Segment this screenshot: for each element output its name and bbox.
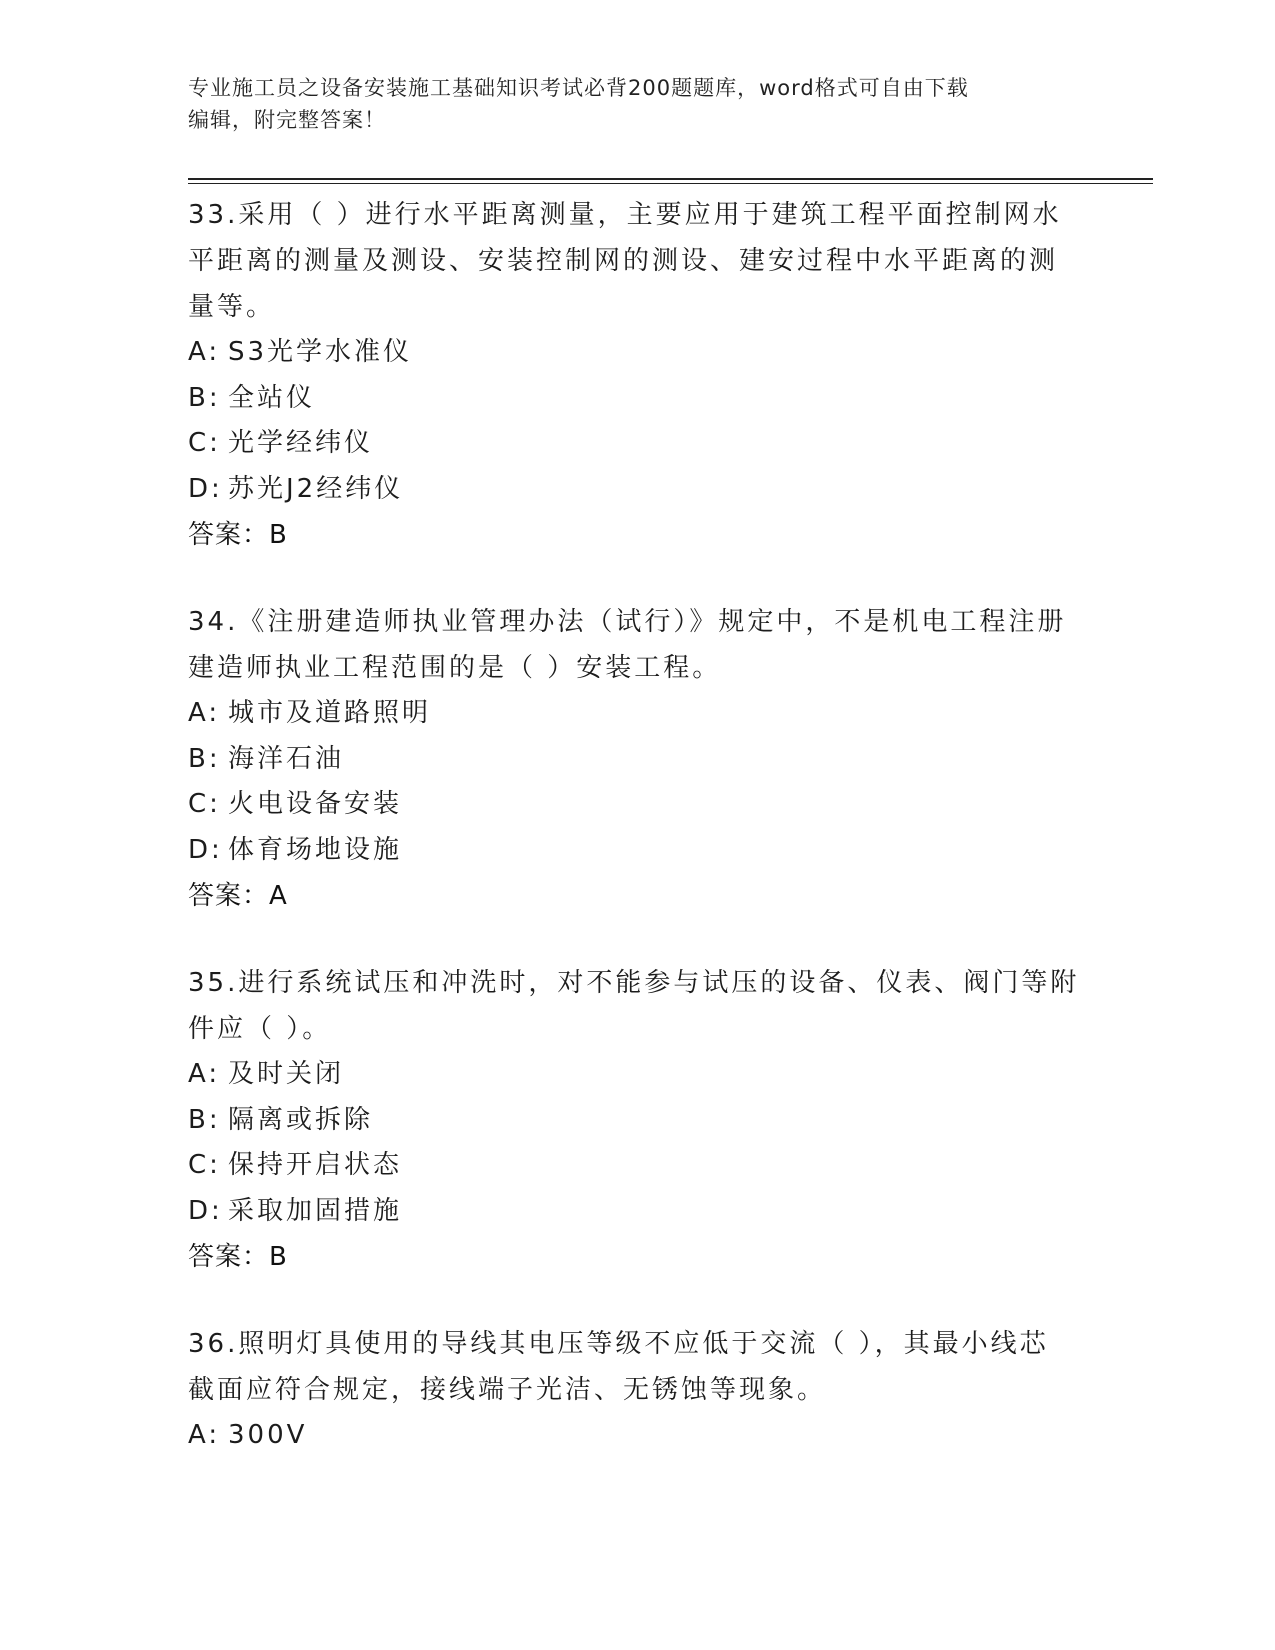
option-label: B:	[188, 382, 221, 413]
option-label: A:	[188, 1420, 221, 1450]
option-text: 海洋石油	[228, 743, 345, 774]
option-text: 火电设备安装	[228, 789, 403, 819]
option-text: 城市及道路照明	[228, 698, 432, 728]
header-rule-thick	[188, 178, 1153, 180]
option-label: B:	[188, 1104, 221, 1135]
question-text-line: 量等。	[188, 292, 276, 322]
option-a	[188, 691, 1088, 737]
question-35	[188, 960, 1088, 1280]
option-label: D:	[188, 473, 223, 504]
option-a	[188, 1052, 1088, 1098]
option-d	[188, 467, 1088, 513]
option-label: C:	[188, 428, 221, 458]
option-text: 光学经纬仪	[228, 428, 374, 458]
option-label: A:	[188, 1059, 221, 1089]
option-text: 体育场地设施	[228, 834, 403, 865]
header-line-1: 专业施工员之设备安装施工基础知识考试必背200题题库，word格式可自由下载	[188, 76, 969, 100]
option-label: C:	[188, 1150, 221, 1180]
question-text-line: 截面应符合规定，接线端子光洁、无锈蚀等现象。	[188, 1375, 827, 1405]
option-a	[188, 330, 1088, 376]
option-c	[188, 421, 1088, 467]
option-text: S3光学水准仪	[228, 337, 413, 367]
option-d	[188, 1189, 1088, 1235]
question-text-line: 件应（ ）。	[188, 1014, 332, 1044]
option-text: 及时关闭	[228, 1059, 345, 1089]
answer-line: 答案：B	[188, 1242, 288, 1272]
option-text: 隔离或拆除	[228, 1104, 374, 1135]
option-b	[188, 737, 1088, 783]
question-text-line: 平距离的测量及测设、安装控制网的测设、建安过程中水平距离的测	[188, 246, 1059, 276]
question-text-line: 35.进行系统试压和冲洗时，对不能参与试压的设备、仪表、阀门等附	[188, 968, 1080, 998]
question-list	[188, 192, 1088, 1500]
option-text: 300V	[228, 1420, 308, 1450]
option-c	[188, 782, 1088, 828]
option-label: C:	[188, 789, 221, 819]
option-a	[188, 1413, 1088, 1459]
answer-line: 答案：A	[188, 881, 288, 911]
option-c	[188, 1143, 1088, 1189]
question-text-line: 36.照明灯具使用的导线其电压等级不应低于交流（ ），其最小线芯	[188, 1329, 1049, 1359]
option-label: D:	[188, 1195, 223, 1226]
option-text: 采取加固措施	[228, 1195, 403, 1226]
header-line-2: 编辑，附完整答案！	[188, 108, 386, 132]
document-header	[188, 72, 1068, 136]
option-label: D:	[188, 834, 223, 865]
option-b	[188, 376, 1088, 422]
option-label: B:	[188, 743, 221, 774]
option-d	[188, 828, 1088, 874]
option-text: 保持开启状态	[228, 1150, 403, 1180]
question-text-line: 34.《注册建造师执业管理办法（试行）》规定中，不是机电工程注册	[188, 607, 1067, 637]
option-label: A:	[188, 698, 221, 728]
option-label: A:	[188, 337, 221, 367]
question-text-line: 33.采用（ ）进行水平距离测量，主要应用于建筑工程平面控制网水	[188, 200, 1062, 230]
question-33	[188, 192, 1088, 558]
header-rule-thin	[188, 183, 1153, 184]
question-text-line: 建造师执业工程范围的是（ ）安装工程。	[188, 653, 722, 683]
question-34	[188, 599, 1088, 919]
option-b	[188, 1098, 1088, 1144]
question-36	[188, 1321, 1088, 1459]
answer-line: 答案：B	[188, 520, 288, 550]
option-text: 全站仪	[228, 382, 316, 413]
option-text: 苏光J2经纬仪	[228, 473, 404, 504]
